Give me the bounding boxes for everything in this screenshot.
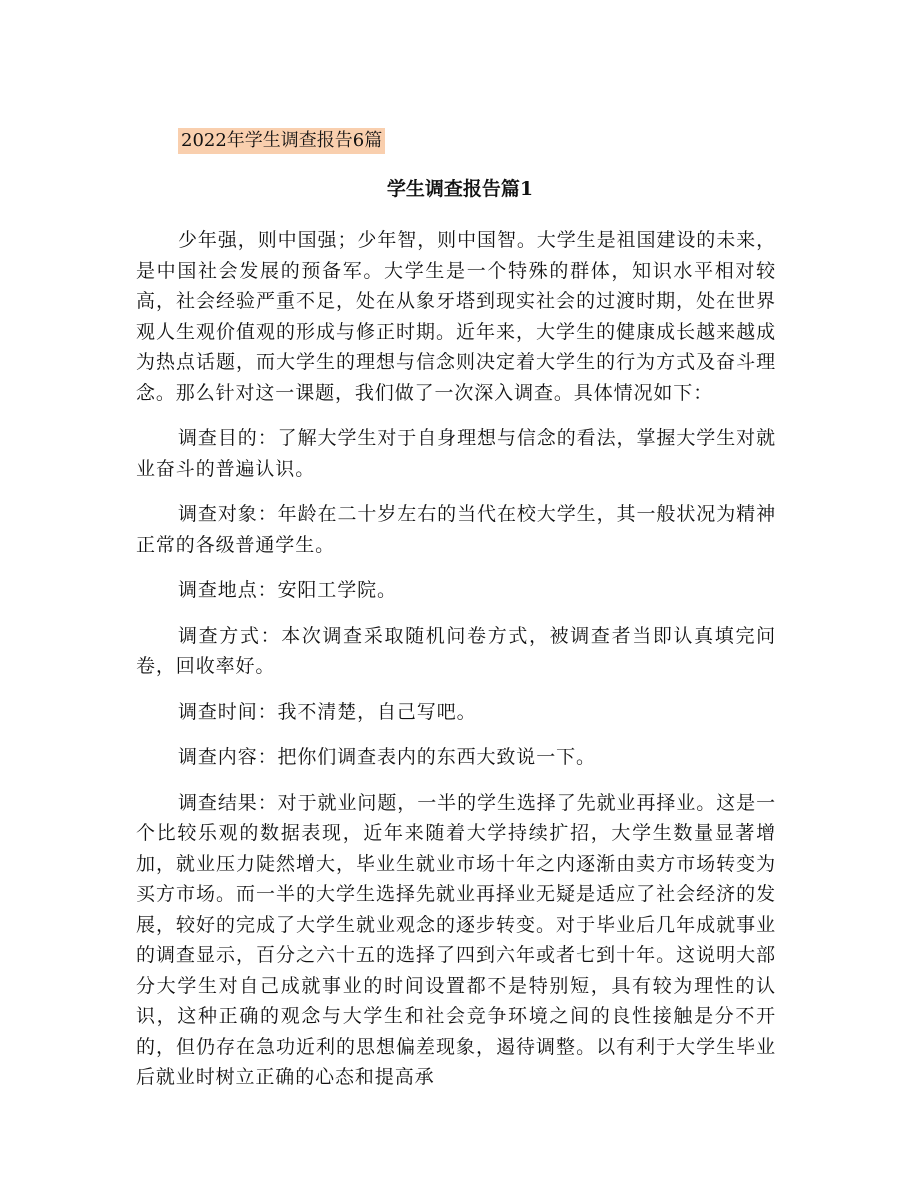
paragraph-location: 调查地点：安阳工学院。	[178, 579, 397, 601]
paragraph-results: 调查结果：对于就业问题，一半的学生选择了先就业再择业。这是一个比较乐观的数据表现，近年来随着大学持续扩招，大学生数量显著增加，就业压力陡然增大，毕业生就业市场十年之内逐渐由卖方市场转变为买方市场。而一半的大学生选择先就业再择业无疑是适应了社会经济的发展，较好的完成了大学生就业观念的逐步转变。对于毕业后几年成就事业的调查显示，百分之六十五的选择了四到六年或者七到十年。这说明大部分大学生对自己成就事业的时间设置都不是特别短，具有较为理性的认识，这种正确的观念与大学生和社会竞争环境之间的良性接触是分不开的，但仍存在急功近利的思想偏差现象，遏待调整。以有利于大学生毕业后就业时树立正确的心态和提高承	[136, 791, 776, 1088]
paragraph-content: 调查内容：把你们调查表内的东西大致说一下。	[178, 746, 596, 768]
paragraph-intro: 少年强，则中国强；少年智，则中国智。大学生是祖国建设的未来，是中国社会发展的预备军。大学生是一个特殊的群体，知识水平相对较高，社会经验严重不足，处在从象牙塔到现实社会的过渡时期，处在世界观人生观价值观的形成与修正时期。近年来，大学生的健康成长越来越成为热点话题，而大学生的理想与信念则决定着大学生的行为方式及奋斗理念。那么针对这一课题，我们做了一次深入调查。具体情况如下：	[136, 229, 776, 404]
document-body	[136, 225, 776, 1108]
paragraph-time: 调查时间：我不清楚，自己写吧。	[178, 700, 477, 723]
paragraph-subjects: 调查对象：年龄在二十岁左右的当代在校大学生，其一般状况为精神正常的各级普通学生。	[136, 503, 776, 556]
paragraph-purpose: 调查目的：了解大学生对于自身理想与信念的看法，掌握大学生对就业奋斗的普遍认识。	[136, 427, 776, 480]
paragraph-method: 调查方式：本次调查采取随机问卷方式，被调查者当即认真填完问卷，回收率好。	[136, 624, 776, 677]
section-title: 学生调查报告篇1	[386, 178, 534, 200]
document-title: 2022年学生调查报告6篇	[178, 128, 385, 154]
